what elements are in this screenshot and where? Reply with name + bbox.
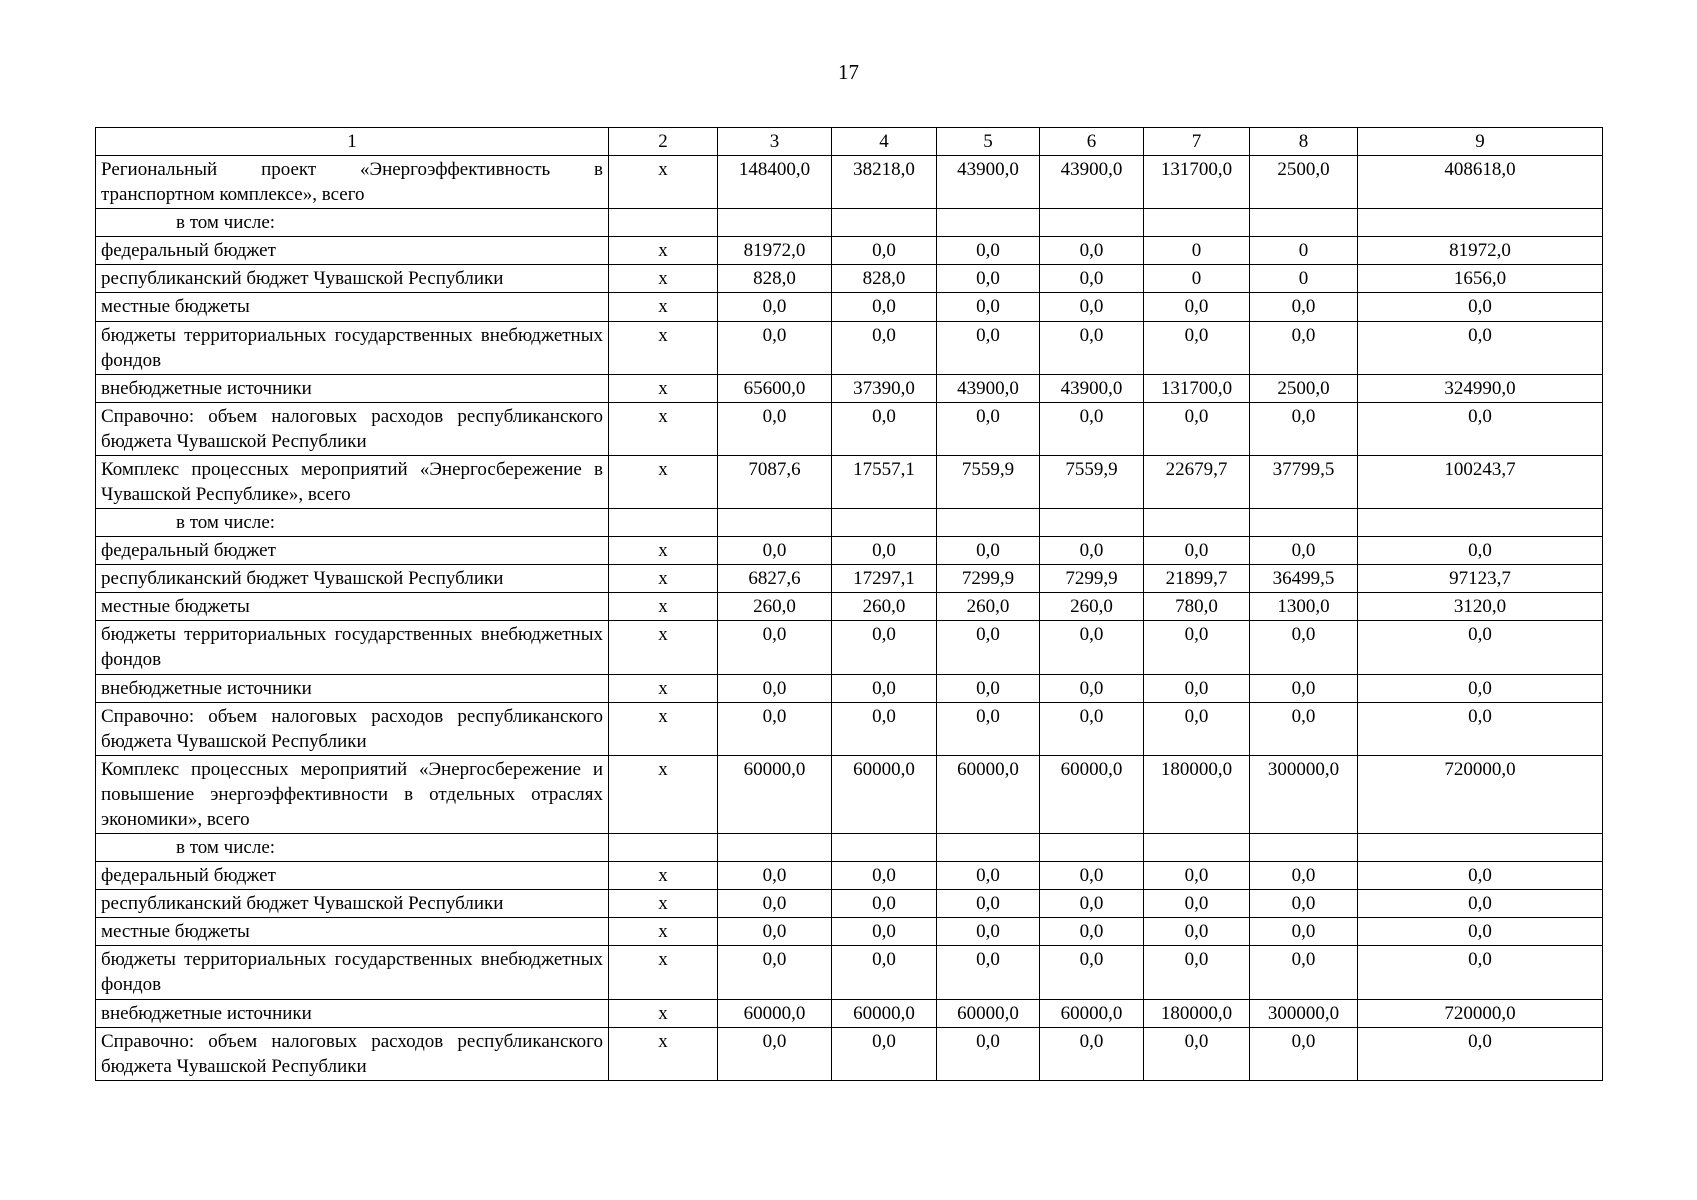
row-value: 0,0 xyxy=(937,321,1040,374)
row-value xyxy=(1144,509,1250,537)
table-row xyxy=(96,509,1603,537)
row-label: внебюджетные источники xyxy=(96,999,609,1027)
row-value: 0,0 xyxy=(1250,674,1358,702)
row-value: 0,0 xyxy=(1144,702,1250,755)
row-value: 0,0 xyxy=(832,702,937,755)
row-value: 0,0 xyxy=(1040,1027,1144,1080)
row-value: 17297,1 xyxy=(832,565,937,593)
row-value: 0,0 xyxy=(832,621,937,674)
row-value xyxy=(609,209,718,237)
budget-table xyxy=(95,127,1603,1081)
row-value: 36499,5 xyxy=(1250,565,1358,593)
row-value: 43900,0 xyxy=(1040,374,1144,402)
row-value: 81972,0 xyxy=(1358,237,1603,265)
row-label: республиканский бюджет Чувашской Республики xyxy=(96,890,609,918)
row-value xyxy=(1358,509,1603,537)
row-label: в том числе: xyxy=(96,209,609,237)
row-value: 0,0 xyxy=(718,293,832,321)
row-label: в том числе: xyxy=(96,509,609,537)
row-value: 0,0 xyxy=(832,862,937,890)
table-row xyxy=(96,537,1603,565)
row-value: 0,0 xyxy=(832,890,937,918)
row-value: 0,0 xyxy=(1358,674,1603,702)
row-label: местные бюджеты xyxy=(96,293,609,321)
row-value: 38218,0 xyxy=(832,156,937,209)
row-value: 720000,0 xyxy=(1358,999,1603,1027)
row-value: 60000,0 xyxy=(937,755,1040,833)
row-value: 0 xyxy=(1144,265,1250,293)
row-value xyxy=(832,209,937,237)
table-row xyxy=(96,946,1603,999)
row-value: 0,0 xyxy=(832,1027,937,1080)
row-label: Справочно: объем налоговых расходов республиканского бюджета Чувашской Республики xyxy=(96,702,609,755)
row-value: 780,0 xyxy=(1144,593,1250,621)
row-label: местные бюджеты xyxy=(96,918,609,946)
row-value: 300000,0 xyxy=(1250,755,1358,833)
row-value: 260,0 xyxy=(718,593,832,621)
row-label: Региональный проект «Энергоэффективность в транспортном комплексе», всего xyxy=(96,156,609,209)
row-value: 60000,0 xyxy=(832,755,937,833)
column-header: 7 xyxy=(1144,128,1250,156)
row-value: 0,0 xyxy=(1358,946,1603,999)
row-value: 0,0 xyxy=(937,890,1040,918)
row-value: х xyxy=(609,890,718,918)
row-value: 0,0 xyxy=(1250,293,1358,321)
table-row xyxy=(96,455,1603,508)
row-value: 0,0 xyxy=(1144,890,1250,918)
row-label: Комплекс процессных мероприятий «Энергосбережение и повышение энергоэффективности в отдельных отраслях экономики», всего xyxy=(96,755,609,833)
row-value: 60000,0 xyxy=(937,999,1040,1027)
row-value: х xyxy=(609,402,718,455)
row-value: 0,0 xyxy=(1250,321,1358,374)
row-label: бюджеты территориальных государственных внебюджетных фондов xyxy=(96,621,609,674)
row-value: х xyxy=(609,374,718,402)
row-value: 0,0 xyxy=(937,237,1040,265)
row-value: 828,0 xyxy=(718,265,832,293)
table-row xyxy=(96,565,1603,593)
row-value: 131700,0 xyxy=(1144,374,1250,402)
row-value: 0 xyxy=(1250,237,1358,265)
row-value: 260,0 xyxy=(1040,593,1144,621)
row-value: 324990,0 xyxy=(1358,374,1603,402)
table-row xyxy=(96,834,1603,862)
row-value: 0 xyxy=(1250,265,1358,293)
column-header: 9 xyxy=(1358,128,1603,156)
row-value: 0,0 xyxy=(1358,862,1603,890)
row-value xyxy=(718,834,832,862)
row-value: 0,0 xyxy=(718,621,832,674)
row-value: 828,0 xyxy=(832,265,937,293)
page-number: 17 xyxy=(838,60,859,84)
row-value: 180000,0 xyxy=(1144,755,1250,833)
row-value xyxy=(1250,834,1358,862)
row-value xyxy=(718,509,832,537)
row-value: 60000,0 xyxy=(718,755,832,833)
row-value: 260,0 xyxy=(937,593,1040,621)
row-value: 0,0 xyxy=(1040,946,1144,999)
row-label: Комплекс процессных мероприятий «Энергосбережение в Чувашской Республике», всего xyxy=(96,455,609,508)
row-value: 0,0 xyxy=(937,1027,1040,1080)
row-value: 60000,0 xyxy=(1040,755,1144,833)
row-value: х xyxy=(609,702,718,755)
row-value: 0,0 xyxy=(1358,321,1603,374)
row-value: 3120,0 xyxy=(1358,593,1603,621)
row-value: 0,0 xyxy=(937,537,1040,565)
row-value: 0,0 xyxy=(1250,537,1358,565)
row-value: 0,0 xyxy=(1040,862,1144,890)
table-row xyxy=(96,702,1603,755)
row-value: 720000,0 xyxy=(1358,755,1603,833)
row-value: 0,0 xyxy=(1358,918,1603,946)
row-value xyxy=(1358,209,1603,237)
row-value: 0,0 xyxy=(937,402,1040,455)
row-label: внебюджетные источники xyxy=(96,374,609,402)
table-row xyxy=(96,374,1603,402)
row-value: х xyxy=(609,918,718,946)
row-value: 0,0 xyxy=(937,946,1040,999)
row-value: 0,0 xyxy=(832,918,937,946)
row-value: 0,0 xyxy=(832,293,937,321)
table-row xyxy=(96,402,1603,455)
row-value: 0,0 xyxy=(718,402,832,455)
row-value: 0,0 xyxy=(832,537,937,565)
row-value: х xyxy=(609,593,718,621)
column-header: 6 xyxy=(1040,128,1144,156)
row-value: 0,0 xyxy=(1040,918,1144,946)
row-value: х xyxy=(609,537,718,565)
row-value: 260,0 xyxy=(832,593,937,621)
row-value: 0,0 xyxy=(1358,621,1603,674)
row-value: 0,0 xyxy=(1144,321,1250,374)
row-value: 0,0 xyxy=(832,237,937,265)
row-value: х xyxy=(609,237,718,265)
table-row xyxy=(96,918,1603,946)
row-value: 0,0 xyxy=(1144,862,1250,890)
row-value: 43900,0 xyxy=(937,156,1040,209)
row-value: 2500,0 xyxy=(1250,374,1358,402)
row-value: 0,0 xyxy=(1358,537,1603,565)
row-value: 60000,0 xyxy=(1040,999,1144,1027)
row-value: 0,0 xyxy=(1040,702,1144,755)
row-value xyxy=(609,509,718,537)
row-value xyxy=(1040,209,1144,237)
row-value xyxy=(832,509,937,537)
table-row xyxy=(96,156,1603,209)
row-value: 0,0 xyxy=(718,321,832,374)
row-value: 0,0 xyxy=(832,321,937,374)
row-value: 0,0 xyxy=(718,946,832,999)
row-value: х xyxy=(609,862,718,890)
row-value xyxy=(1040,509,1144,537)
row-value xyxy=(1144,209,1250,237)
row-label: федеральный бюджет xyxy=(96,237,609,265)
row-value: 0,0 xyxy=(937,265,1040,293)
column-header: 5 xyxy=(937,128,1040,156)
table-row xyxy=(96,209,1603,237)
row-value: 0,0 xyxy=(718,890,832,918)
row-value: 0,0 xyxy=(1040,293,1144,321)
row-value: 7087,6 xyxy=(718,455,832,508)
row-label: бюджеты территориальных государственных внебюджетных фондов xyxy=(96,946,609,999)
table-row xyxy=(96,265,1603,293)
table-body xyxy=(96,156,1603,1081)
row-value: 0,0 xyxy=(718,862,832,890)
row-value: 0,0 xyxy=(937,293,1040,321)
row-value: 0,0 xyxy=(1358,702,1603,755)
row-value: 0,0 xyxy=(1040,621,1144,674)
row-value: 0,0 xyxy=(718,702,832,755)
row-value: 37390,0 xyxy=(832,374,937,402)
row-value: 0,0 xyxy=(937,862,1040,890)
row-value: 0,0 xyxy=(1358,293,1603,321)
row-value: 0,0 xyxy=(718,537,832,565)
row-value: х xyxy=(609,1027,718,1080)
row-value: 0,0 xyxy=(937,621,1040,674)
row-value: 0,0 xyxy=(1250,1027,1358,1080)
row-value xyxy=(718,209,832,237)
row-value: 6827,6 xyxy=(718,565,832,593)
row-value: 7299,9 xyxy=(1040,565,1144,593)
row-value: 0,0 xyxy=(1358,1027,1603,1080)
row-label: федеральный бюджет xyxy=(96,537,609,565)
table-row xyxy=(96,999,1603,1027)
row-value: 1300,0 xyxy=(1250,593,1358,621)
row-value xyxy=(1250,509,1358,537)
row-value: х xyxy=(609,156,718,209)
row-value: 131700,0 xyxy=(1144,156,1250,209)
row-value: 65600,0 xyxy=(718,374,832,402)
table-row xyxy=(96,862,1603,890)
row-value: 0,0 xyxy=(832,402,937,455)
row-label: Справочно: объем налоговых расходов республиканского бюджета Чувашской Республики xyxy=(96,402,609,455)
row-value: 408618,0 xyxy=(1358,156,1603,209)
row-value: 300000,0 xyxy=(1250,999,1358,1027)
row-value: 37799,5 xyxy=(1250,455,1358,508)
row-value: х xyxy=(609,565,718,593)
row-value: х xyxy=(609,321,718,374)
row-value: 43900,0 xyxy=(937,374,1040,402)
row-value: 0,0 xyxy=(937,918,1040,946)
row-value: 43900,0 xyxy=(1040,156,1144,209)
row-value: 17557,1 xyxy=(832,455,937,508)
row-label: бюджеты территориальных государственных внебюджетных фондов xyxy=(96,321,609,374)
table-row xyxy=(96,890,1603,918)
table-row xyxy=(96,674,1603,702)
row-value: х xyxy=(609,455,718,508)
table-row xyxy=(96,237,1603,265)
row-value: 81972,0 xyxy=(718,237,832,265)
row-value: 60000,0 xyxy=(718,999,832,1027)
row-value xyxy=(832,834,937,862)
row-value: 0,0 xyxy=(718,674,832,702)
row-value xyxy=(1144,834,1250,862)
row-value: 7559,9 xyxy=(937,455,1040,508)
table-row xyxy=(96,755,1603,833)
table-row xyxy=(96,321,1603,374)
row-value xyxy=(937,209,1040,237)
row-value: 0,0 xyxy=(1144,621,1250,674)
row-value: 0,0 xyxy=(1358,890,1603,918)
column-header: 1 xyxy=(96,128,609,156)
column-header: 4 xyxy=(832,128,937,156)
row-value: 0,0 xyxy=(1250,946,1358,999)
row-value: 0,0 xyxy=(1144,946,1250,999)
row-value: 0,0 xyxy=(1144,402,1250,455)
row-value: 97123,7 xyxy=(1358,565,1603,593)
row-value: х xyxy=(609,999,718,1027)
column-header: 2 xyxy=(609,128,718,156)
row-value: 0,0 xyxy=(937,702,1040,755)
row-value: 2500,0 xyxy=(1250,156,1358,209)
row-value: 0,0 xyxy=(1250,621,1358,674)
row-value: х xyxy=(609,265,718,293)
row-value: 0,0 xyxy=(1144,1027,1250,1080)
table-row xyxy=(96,293,1603,321)
row-value: 0,0 xyxy=(1040,674,1144,702)
row-value: 0,0 xyxy=(1250,862,1358,890)
row-value: х xyxy=(609,621,718,674)
row-value: 148400,0 xyxy=(718,156,832,209)
column-header: 8 xyxy=(1250,128,1358,156)
row-value: 0,0 xyxy=(1250,918,1358,946)
row-value: х xyxy=(609,946,718,999)
row-value: х xyxy=(609,674,718,702)
row-value: 0,0 xyxy=(1040,265,1144,293)
row-value: 0,0 xyxy=(832,946,937,999)
row-value: 22679,7 xyxy=(1144,455,1250,508)
table-header-row xyxy=(96,128,1603,156)
row-value xyxy=(937,509,1040,537)
row-value: 21899,7 xyxy=(1144,565,1250,593)
row-value: 0 xyxy=(1144,237,1250,265)
row-value: 0,0 xyxy=(1144,293,1250,321)
row-value: 0,0 xyxy=(1040,890,1144,918)
row-value: х xyxy=(609,755,718,833)
row-value: 0,0 xyxy=(1040,537,1144,565)
row-value: 0,0 xyxy=(718,918,832,946)
row-value: 1656,0 xyxy=(1358,265,1603,293)
row-label: Справочно: объем налоговых расходов республиканского бюджета Чувашской Республики xyxy=(96,1027,609,1080)
row-value: 100243,7 xyxy=(1358,455,1603,508)
row-value: 0,0 xyxy=(1144,674,1250,702)
row-value: х xyxy=(609,293,718,321)
row-value xyxy=(937,834,1040,862)
row-value: 0,0 xyxy=(1250,890,1358,918)
row-value xyxy=(1358,834,1603,862)
row-label: федеральный бюджет xyxy=(96,862,609,890)
row-value xyxy=(609,834,718,862)
row-label: в том числе: xyxy=(96,834,609,862)
table-row xyxy=(96,1027,1603,1080)
row-label: республиканский бюджет Чувашской Республики xyxy=(96,265,609,293)
row-value: 180000,0 xyxy=(1144,999,1250,1027)
column-header: 3 xyxy=(718,128,832,156)
row-label: республиканский бюджет Чувашской Республики xyxy=(96,565,609,593)
table-row xyxy=(96,593,1603,621)
row-value: 0,0 xyxy=(832,674,937,702)
row-label: местные бюджеты xyxy=(96,593,609,621)
row-value: 0,0 xyxy=(1250,402,1358,455)
row-value: 7559,9 xyxy=(1040,455,1144,508)
row-value: 0,0 xyxy=(1040,402,1144,455)
table-row xyxy=(96,621,1603,674)
row-value: 0,0 xyxy=(718,1027,832,1080)
row-value xyxy=(1040,834,1144,862)
row-value: 0,0 xyxy=(1040,321,1144,374)
row-value: 7299,9 xyxy=(937,565,1040,593)
row-label: внебюджетные источники xyxy=(96,674,609,702)
row-value: 0,0 xyxy=(1250,702,1358,755)
row-value: 0,0 xyxy=(1144,537,1250,565)
row-value: 0,0 xyxy=(1040,237,1144,265)
row-value: 60000,0 xyxy=(832,999,937,1027)
row-value: 0,0 xyxy=(937,674,1040,702)
row-value: 0,0 xyxy=(1358,402,1603,455)
row-value: 0,0 xyxy=(1144,918,1250,946)
row-value xyxy=(1250,209,1358,237)
